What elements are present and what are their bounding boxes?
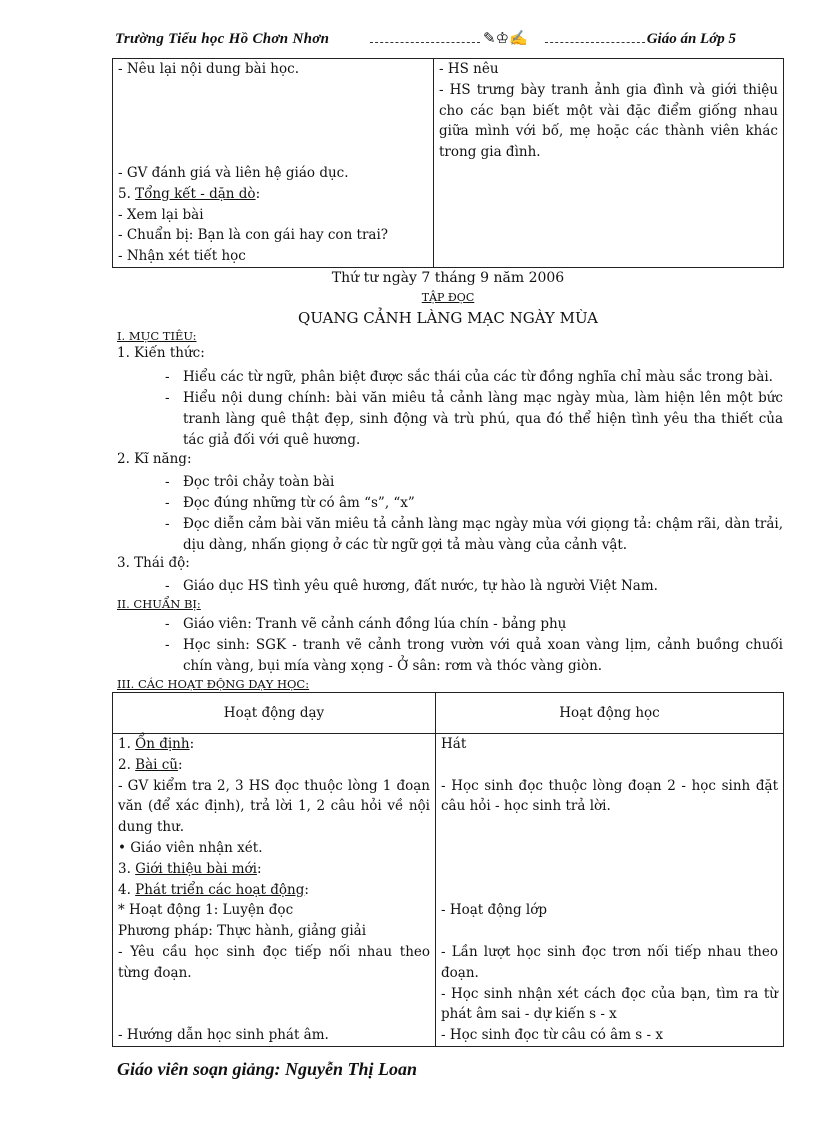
teacher-line: - Chuẩn bị: Bạn là con gái hay con trai? bbox=[118, 227, 389, 244]
knowledge-heading: 1. Kiến thức: bbox=[117, 345, 205, 361]
learning-line: - Hoạt động lớp bbox=[441, 902, 548, 919]
teaching-line: * Hoạt động 1: Luyện đọc bbox=[118, 902, 294, 919]
column-header-learning: Hoạt động học bbox=[436, 693, 784, 734]
list-item: - Học sinh: SGK - tranh vẽ cảnh trong vườn với quả xoan vàng lịm, cảnh buồng chuối chín vàng, bụi mía vàng xọng - Ở sân: rơm và thóc vàng giòn. bbox=[165, 637, 783, 674]
learning-line: - Học sinh đọc thuộc lòng đoạn 2 - học sinh đặt câu hỏi - học sinh trả lời. bbox=[441, 777, 778, 815]
lesson-date: Thứ tư ngày 7 tháng 9 năm 2006 bbox=[331, 270, 565, 286]
class-subject: Giáo án Lớp 5 bbox=[646, 31, 736, 47]
learning-line: - Học sinh nhận xét cách đọc của bạn, tìm ra từ phát âm sai - dự kiến s - x bbox=[441, 985, 778, 1023]
list-item: - Đọc trôi chảy toàn bài bbox=[165, 474, 335, 490]
learning-line: Hát bbox=[441, 736, 467, 752]
header-ornament: ✎♔✍ bbox=[483, 29, 528, 47]
teacher-column bbox=[113, 59, 434, 268]
list-item: - Đọc diễn cảm bài văn miêu tả cảnh làng mạc ngày mùa với giọng tả: chậm rãi, dàn trải, dịu dàng, nhấn giọng ở các từ ngữ gợi tả màu vàng của cảnh vật. bbox=[165, 516, 783, 553]
list-item: - Hiểu nội dung chính: bài văn miêu tả cảnh làng mạc ngày mùa, làm hiện lên một bức tranh làng quê thật đẹp, sinh động và trù phú, qua đó thể hiện tình yêu tha thiết của tác giả đối với quê hương. bbox=[165, 390, 783, 448]
section-objectives: I. MỤC TIÊU: bbox=[117, 329, 197, 343]
attitude-heading: 3. Thái độ: bbox=[117, 555, 190, 571]
skills-heading: 2. Kĩ năng: bbox=[117, 451, 192, 467]
learning-cell bbox=[436, 734, 784, 1047]
teaching-line: - Hướng dẫn học sinh phát âm. bbox=[118, 1027, 329, 1044]
lesson-title: QUANG CẢNH LÀNG MẠC NGÀY MÙA bbox=[298, 309, 598, 327]
teaching-line: 3. Giới thiệu bài mới: bbox=[118, 860, 262, 877]
page-header bbox=[115, 29, 740, 51]
learning-line: - Học sinh đọc từ câu có âm s - x bbox=[441, 1027, 663, 1044]
teaching-line: 1. Ổn định: bbox=[118, 736, 195, 752]
teaching-line: - GV kiểm tra 2, 3 HS đọc thuộc lòng 1 đoạn văn (để xác định), trả lời 1, 2 câu hỏi về nội dung thư. bbox=[118, 777, 430, 836]
header-rule-right bbox=[545, 42, 645, 43]
list-item: - Giáo viên: Tranh vẽ cảnh cánh đồng lúa chín - bảng phụ bbox=[165, 616, 567, 632]
school-name: Trường Tiểu học Hồ Chơn Nhơn bbox=[115, 31, 330, 47]
list-item: - Đọc đúng những từ có âm “s”, “x” bbox=[165, 495, 415, 511]
page-footer: Giáo viên soạn giảng: Nguyễn Thị Loan bbox=[117, 1059, 418, 1079]
teaching-line: • Giáo viên nhận xét. bbox=[118, 839, 263, 856]
teaching-line: - Yêu cầu học sinh đọc tiếp nối nhau theo từng đoạn. bbox=[118, 943, 430, 981]
student-line: - HS nêu bbox=[439, 61, 499, 77]
teacher-line: - Nhận xét tiết học bbox=[118, 248, 246, 265]
learning-line: - Lần lượt học sinh đọc trơn nối tiếp nhau theo đoạn. bbox=[441, 943, 778, 981]
section-preparation: II. CHUẨN BỊ: bbox=[117, 597, 201, 611]
student-column bbox=[434, 59, 784, 268]
header-rule-left bbox=[370, 42, 480, 43]
student-line: - HS trưng bày tranh ảnh gia đình và giới thiệu cho các bạn biết một vài đặc điểm giống nhau giữa mình với bố, mẹ hoặc các thành viên khác trong gia đình. bbox=[439, 81, 778, 161]
teacher-line: - GV đánh giá và liên hệ giáo dục. bbox=[118, 164, 349, 181]
list-item: - Hiểu các từ ngữ, phân biệt được sắc thái của các từ đồng nghĩa chỉ màu sắc trong bài. bbox=[165, 369, 773, 385]
teacher-line: - Nêu lại nội dung bài học. bbox=[118, 61, 299, 77]
column-header-teaching: Hoạt động dạy bbox=[113, 693, 436, 734]
teaching-line: 2. Bài cũ: bbox=[118, 756, 183, 773]
teacher-line: 5. Tổng kết - dặn dò: bbox=[118, 185, 261, 202]
teaching-cell bbox=[113, 734, 436, 1047]
previous-lesson-table bbox=[112, 58, 784, 268]
lesson-subject: TẬP ĐỌC bbox=[421, 291, 475, 304]
teacher-line: - Xem lại bài bbox=[118, 206, 204, 223]
teaching-line: Phương pháp: Thực hành, giảng giải bbox=[118, 923, 367, 940]
section-activities: III. CÁC HOẠT ĐỘNG DẠY HỌC: bbox=[117, 677, 310, 691]
activities-table bbox=[112, 692, 784, 1047]
list-item: - Giáo dục HS tình yêu quê hương, đất nước, tự hào là người Việt Nam. bbox=[165, 578, 658, 594]
teaching-line: 4. Phát triển các hoạt động: bbox=[118, 881, 309, 898]
